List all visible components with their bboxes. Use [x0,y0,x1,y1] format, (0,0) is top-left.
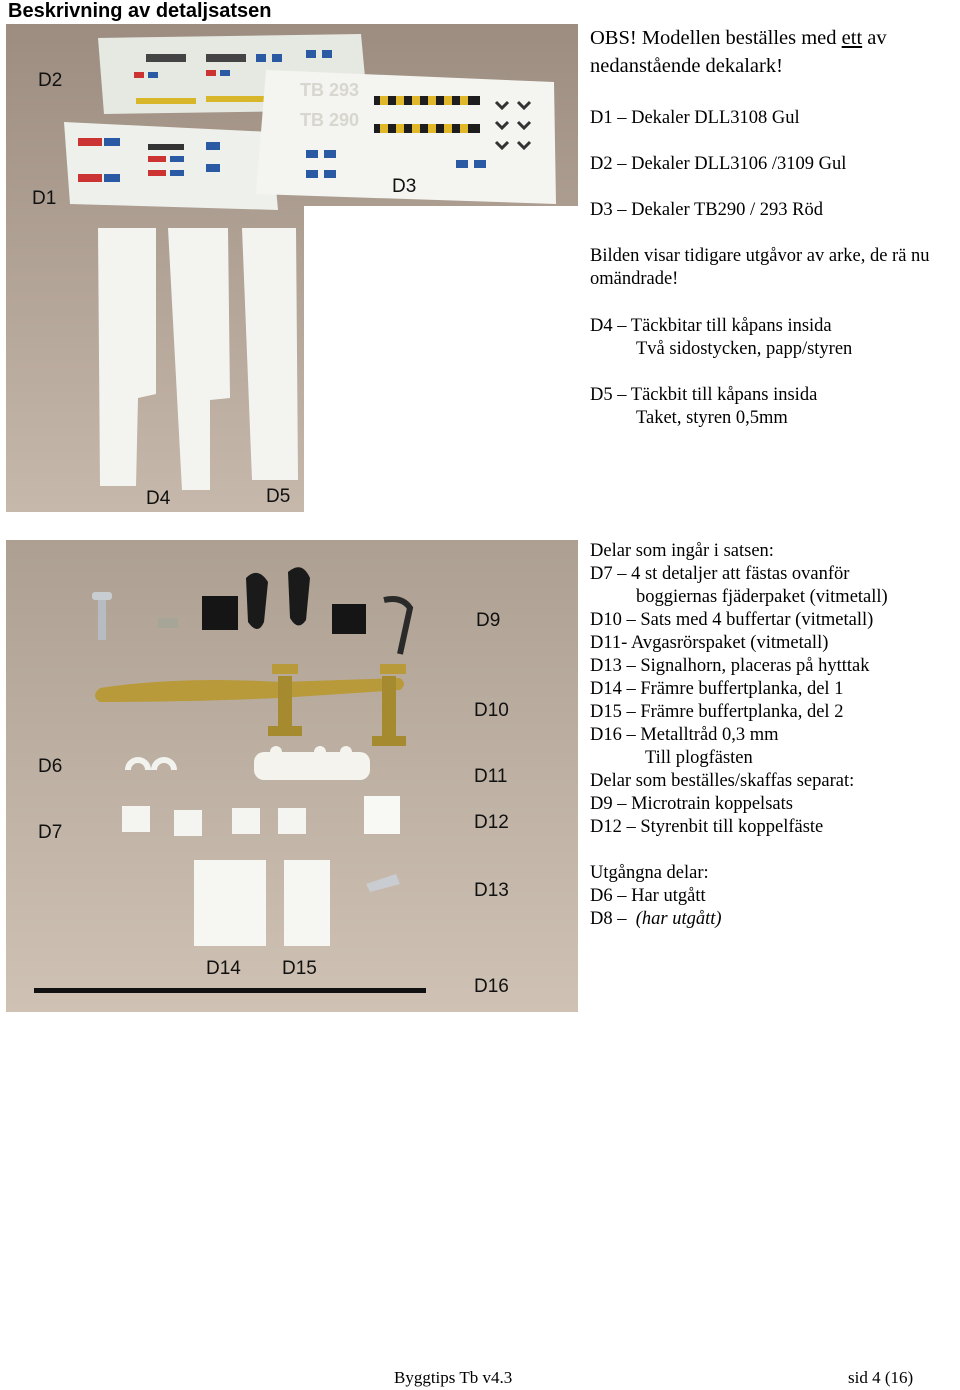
label-d10: D10 [474,700,509,721]
page-heading: Beskrivning av detaljsatsen [8,0,272,22]
included-header: Delar som ingår i satsen: [590,541,774,561]
photo-cutout [304,206,578,512]
label-d3: D3 [392,176,417,197]
part-item-d8: D8 – (har utgått) [590,909,722,929]
decal-sheet-d1 [64,122,278,210]
decal-d3: D3 – Dekaler TB290 / 293 Röd [590,200,823,220]
parts-photo [6,540,578,1012]
decal-text-tb293: TB 293 [300,80,360,100]
part-item-d10: D10 – Sats med 4 buffertar (vitmetall) [590,610,874,630]
label-d14: D14 [206,958,241,979]
label-d11: D11 [474,766,508,787]
label-d5: D5 [266,486,291,507]
part-item-d14: D14 – Främre buffertplanka, del 1 [590,679,844,699]
part-item-d15: D15 – Främre buffertplanka, del 2 [590,702,844,722]
label-d4: D4 [146,488,171,509]
part-item-d12: D12 – Styrenbit till koppelfäste [590,817,824,837]
cover-pieces [98,228,298,490]
obs-note: OBS! Modellen beställes med ett av nedanstående dekalark! [590,27,887,77]
part-d14 [194,860,266,946]
parts-list [590,540,888,931]
label-d16: D16 [474,976,509,997]
part-item-d9: D9 – Microtrain koppelsats [590,794,793,814]
decal-photo-art [6,24,578,512]
separate-header: Delar som beställes/skaffas separat: [590,771,855,791]
expired-header: Utgångna delar: [590,863,709,883]
part-item-d13: D13 – Signalhorn, placeras på hytttak [590,656,870,676]
cover-d5: D5 – Täckbit till kåpans insida Taket, styren 0,5mm [590,385,818,428]
label-d13: D13 [474,880,509,901]
part-item-d11: D11- Avgasrörspaket (vitmetall) [590,633,829,653]
label-d15: D15 [282,958,317,979]
label-d2: D2 [38,70,63,91]
decal-d2: D2 – Dekaler DLL3106 /3109 Gul [590,154,847,174]
footer-doc-title: Byggtips Tb v4.3 [394,1368,513,1387]
footer-rule [8,1346,930,1350]
part-item-d16-cont: Till plogfästen [645,748,753,768]
obs-emphasis: ett [841,27,863,49]
part-item-d7: D7 – 4 st detaljer att fästas ovanför [590,564,850,584]
part-item-d16: D16 – Metalltråd 0,3 mm [590,725,779,745]
decal-photo [6,24,578,512]
part-item-d7-cont: boggiernas fjäderpaket (vitmetall) [636,587,888,607]
part-d15 [284,860,330,946]
cover-d4: D4 – Täckbitar till kåpans insida Två sidostycken, papp/styren [590,316,853,359]
decal-d1: D1 – Dekaler DLL3108 Gul [590,108,800,128]
label-d9: D9 [476,610,501,631]
part-d12 [364,796,400,834]
label-d12: D12 [474,812,509,833]
label-d7: D7 [38,822,63,843]
footer-page-number: sid 4 (16) [848,1368,914,1387]
decal-text-tb290: TB 290 [300,110,360,130]
label-d6: D6 [38,756,63,777]
part-d16 [34,988,426,993]
label-d1: D1 [32,188,57,209]
part-item-d6: D6 – Har utgått [590,886,706,906]
image-note: Bilden visar tidigare utgåvor av arke, de rä nu omändrade! [590,246,930,289]
